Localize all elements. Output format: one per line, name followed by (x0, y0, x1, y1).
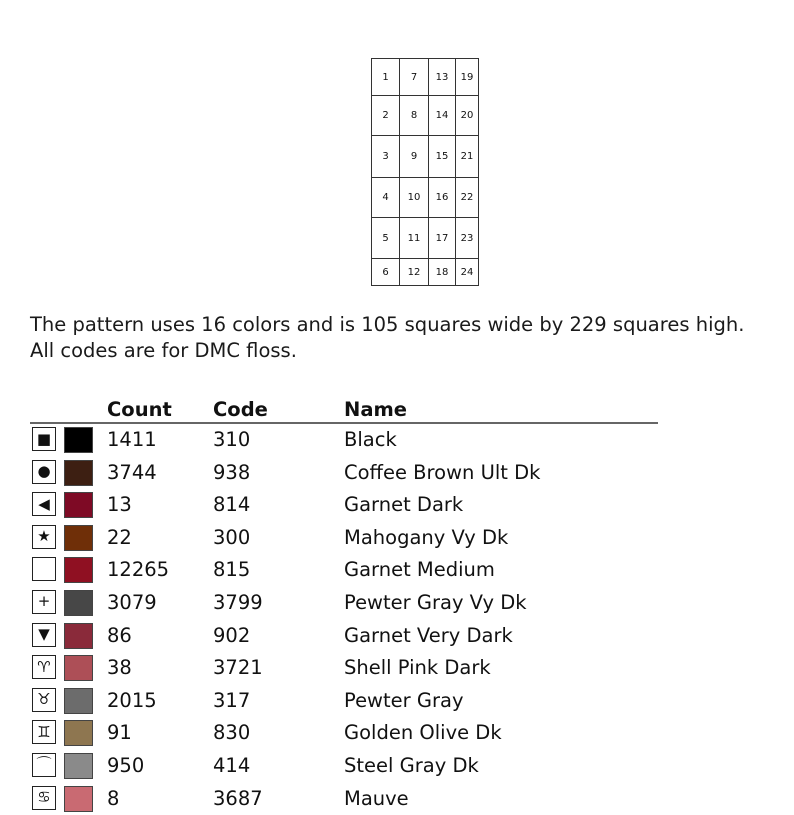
color-name: Garnet Dark (344, 493, 464, 517)
legend-row (30, 717, 658, 750)
dmc-code: 414 (213, 753, 251, 777)
summary-floss-note: All codes are for DMC floss. (30, 339, 297, 362)
page-map-cell: 10 (400, 178, 429, 218)
count-header: Count (107, 398, 172, 421)
color-name: Garnet Medium (344, 558, 495, 582)
page-map-cell: 23 (456, 218, 478, 259)
legend-rows (30, 424, 658, 815)
color-swatch (64, 525, 93, 551)
triangle-down-icon: ▼ (32, 623, 56, 647)
aries-icon: ♈ (32, 655, 56, 679)
thread-count: 13 (107, 493, 132, 517)
page-map-cell: 14 (429, 96, 456, 136)
arc-icon: ⌒ (32, 753, 56, 777)
page-map-cell: 22 (456, 178, 478, 218)
page-map-cell: 4 (372, 178, 400, 218)
color-name: Steel Gray Dk (344, 753, 479, 777)
color-name: Mahogany Vy Dk (344, 525, 509, 549)
dmc-code: 3799 (213, 590, 263, 614)
color-swatch (64, 557, 93, 583)
blank-symbol (32, 557, 56, 581)
dmc-code: 815 (213, 558, 251, 582)
color-name: Pewter Gray (344, 688, 464, 712)
legend-row (30, 587, 658, 620)
color-swatch (64, 688, 93, 714)
page-map-cell: 20 (456, 96, 478, 136)
page-map-cell: 7 (400, 59, 429, 96)
taurus-icon: ♉ (32, 688, 56, 712)
dmc-code: 814 (213, 493, 251, 517)
legend-row (30, 750, 658, 783)
page-map-cell: 24 (460, 266, 474, 278)
legend-row (30, 554, 658, 587)
pattern-summary (30, 312, 744, 364)
legend-header (30, 396, 658, 424)
color-swatch (64, 460, 93, 486)
plus-icon: + (32, 590, 56, 614)
dmc-code: 310 (213, 428, 251, 451)
page-map-cell: 15 (429, 136, 456, 178)
legend-row (30, 652, 658, 685)
summary-dimensions: The pattern uses 16 colors and is 105 squares wide by 229 squares high. (30, 313, 745, 336)
page-map-cell: 9 (400, 136, 429, 178)
cancer-icon: ♋ (32, 786, 56, 810)
color-swatch (64, 590, 93, 616)
page-map-cell: 21 (456, 136, 478, 178)
page-map-cell: 12 (400, 259, 429, 285)
legend-row (30, 424, 658, 457)
page-map-cell: 6 (372, 259, 400, 285)
dmc-code: 3721 (213, 656, 263, 680)
page-map-grid (371, 58, 479, 286)
page-map-cell: 2 (372, 96, 400, 136)
star-icon: ★ (32, 525, 56, 549)
color-name: Pewter Gray Vy Dk (344, 590, 527, 614)
page-map-cell: 1 (372, 59, 400, 96)
dmc-code: 317 (213, 688, 251, 712)
page-map-cell: 8 (400, 96, 429, 136)
dmc-code: 3687 (213, 786, 263, 810)
color-swatch (64, 720, 93, 746)
color-swatch (64, 786, 93, 812)
color-name: Mauve (344, 786, 409, 810)
thread-count: 1411 (107, 428, 157, 451)
color-name: Coffee Brown Ult Dk (344, 460, 541, 484)
thread-count: 3079 (107, 590, 157, 614)
thread-count: 950 (107, 753, 145, 777)
page-map-cell: 13 (429, 59, 456, 96)
legend-row (30, 522, 658, 555)
thread-count: 86 (107, 623, 132, 647)
page-map-cell: 5 (372, 218, 400, 259)
page-map-cell: 11 (400, 218, 429, 259)
color-legend (30, 396, 658, 815)
thread-count: 91 (107, 721, 132, 745)
page-map-cell: 18 (429, 259, 456, 285)
color-name: Golden Olive Dk (344, 721, 502, 745)
thread-count: 2015 (107, 688, 157, 712)
legend-row (30, 489, 658, 522)
thread-count: 12265 (107, 558, 170, 582)
thread-count: 8 (107, 786, 120, 810)
legend-row (30, 457, 658, 490)
color-swatch (64, 492, 93, 518)
color-swatch (64, 623, 93, 649)
page-map-cell: 19 (456, 59, 478, 96)
thread-count: 3744 (107, 460, 157, 484)
code-header: Code (213, 398, 268, 421)
circle-icon: ● (32, 460, 56, 484)
triangle-left-icon: ◀ (32, 492, 56, 516)
page-map-cell: 17 (429, 218, 456, 259)
dmc-code: 938 (213, 460, 251, 484)
color-name: Garnet Very Dark (344, 623, 513, 647)
color-swatch (64, 655, 93, 681)
square-icon: ■ (32, 427, 56, 451)
thread-count: 38 (107, 656, 132, 680)
page-map-cell: 3 (372, 136, 400, 178)
thread-count: 22 (107, 525, 132, 549)
color-swatch (64, 427, 93, 453)
legend-row (30, 685, 658, 718)
color-name: Black (344, 428, 397, 451)
name-header: Name (344, 398, 408, 421)
dmc-code: 830 (213, 721, 251, 745)
color-name: Shell Pink Dark (344, 656, 491, 680)
dmc-code: 300 (213, 525, 251, 549)
color-swatch (64, 753, 93, 779)
gemini-icon: ♊ (32, 720, 56, 744)
legend-row (30, 620, 658, 653)
dmc-code: 902 (213, 623, 251, 647)
page-map-cell: 16 (429, 178, 456, 218)
legend-row (30, 783, 658, 815)
